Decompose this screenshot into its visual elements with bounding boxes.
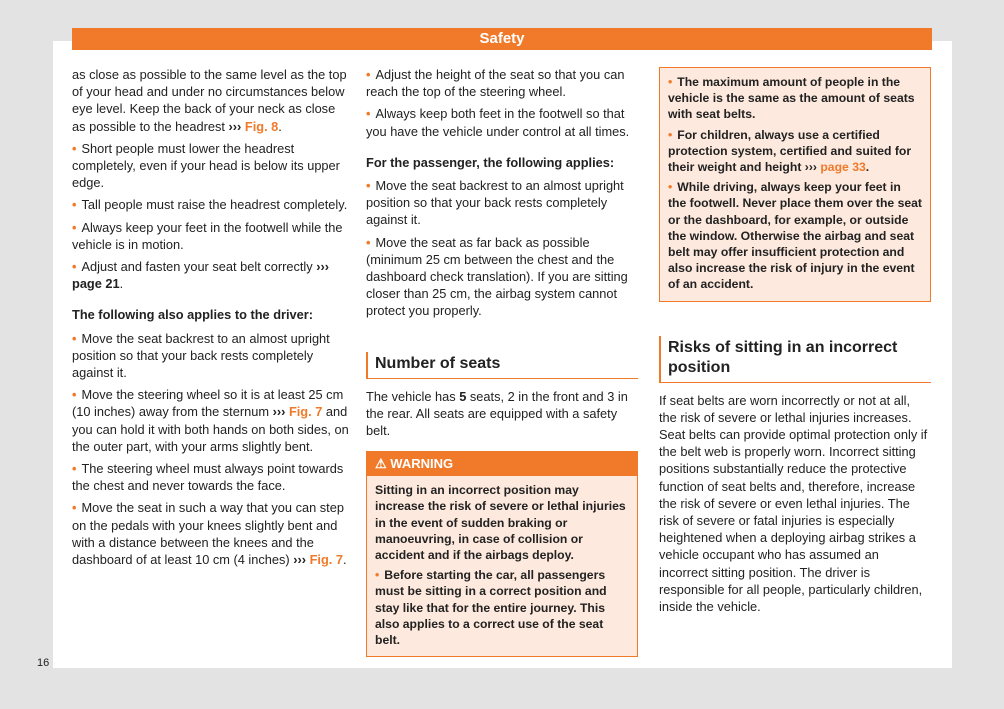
list-item: • Move the steering wheel so it is at least 25 cm (10 inches) away from the sternum ››› Fig. 7 and you can hold it with both hands on both sides, on the outer part, with your arms slightly bent.: [72, 386, 350, 455]
list-item: • Adjust and fasten your seat belt correctly ››› page 21.: [72, 258, 350, 292]
list-item: • Move the seat in such a way that you can step on the pedals with your knees slightly bent and with a distance between the knees and the dashboard of at least 10 cm (4 inches) ››› Fig. 7.: [72, 499, 350, 568]
subheading: For the passenger, the following applies:: [366, 154, 615, 170]
chevron-right-icon: ›››: [228, 118, 242, 134]
warning-box: [366, 451, 638, 657]
chevron-right-icon: ›››: [293, 552, 307, 568]
section-title-number-of-seats: Number of seats: [366, 352, 638, 379]
chevron-right-icon: ›››: [316, 259, 330, 275]
list-item: • Adjust the height of the seat so that you can reach the top of the steering wheel.: [366, 66, 638, 100]
list-item: • For children, always use a certified protection system, certified and suited for their weight and height ››› page 33.: [668, 127, 922, 176]
column-middle: [366, 66, 638, 657]
column-right: [659, 66, 931, 620]
paragraph: as close as possible to the same level as the top of your head and under no circumstances below eye level. Keep the back of your neck as close as possible to the headrest ››› Fig. 8.: [72, 67, 347, 134]
warning-text: Sitting in an incorrect position may increase the risk of severe or lethal injuries in the event of sudden braking or manoeuvring, in case of collision or accident and if the airbags deploy.: [375, 483, 626, 563]
chevron-right-icon: ›››: [272, 404, 286, 420]
list-item: • While driving, always keep your feet in the footwell. Never place them over the seat or the dashboard, for example, or outside the window. Otherwise the airbag and seat belt may offer insufficient protection and also increase the risk of injury in the event of an accident.: [668, 179, 922, 292]
page-number: 16: [37, 657, 50, 669]
list-item: • Always keep both feet in the footwell so that you have the vehicle under control at all times.: [366, 105, 638, 139]
paragraph: The vehicle has 5 seats, 2 in the front and 3 in the rear. All seats are equipped with a safety belt.: [366, 388, 628, 439]
warning-header: ⚠ WARNING: [367, 452, 637, 476]
page-33-link[interactable]: page 33: [820, 160, 866, 175]
header-title: Safety: [479, 30, 525, 47]
fig-7-link[interactable]: Fig. 7: [288, 404, 323, 420]
header-bar: [72, 28, 932, 50]
list-item: • Move the seat backrest to an almost upright position so that your back rests completely against it.: [366, 177, 638, 229]
list-item: • The steering wheel must always point towards the chest and never towards the face.: [72, 460, 350, 494]
fig-7-link[interactable]: Fig. 7: [309, 552, 344, 568]
column-left: [72, 66, 350, 573]
list-item: • Short people must lower the headrest completely, even if your head is below its upper edge.: [72, 140, 350, 192]
list-item: • Before starting the car, all passengers must be sitting in a correct position and stay like that for the entire journey. This also applies to a correct use of the seat belt.: [375, 567, 629, 648]
warning-box-continued: [659, 67, 931, 302]
chevron-right-icon: ›››: [804, 160, 817, 175]
page-21-link[interactable]: page 21: [72, 276, 120, 292]
warning-triangle-icon: ⚠: [375, 456, 387, 472]
list-item: • Move the seat as far back as possible (minimum 25 cm between the chest and the dashboard check translation). If you are sitting closer than 25 cm, the airbag system cannot protect you properly.: [366, 234, 638, 320]
section-title-risks: Risks of sitting in an incorrect position: [659, 336, 931, 383]
list-item: • Move the seat backrest to an almost upright position so that your back rests completely against it.: [72, 330, 350, 382]
paragraph: If seat belts are worn incorrectly or not at all, the risk of severe or lethal injuries increases. Seat belts can provide optimal protection only if the belt web is properly worn. Incorrect sitting positions substantially reduce the protective function of seat belts and, therefore, increase the risk of severe or even lethal injuries. The risk of severe or fatal injuries is especially heightened when a deploying airbag strikes a vehicle occupant who has assumed an incorrect sitting position. The driver is responsible for all people, particularly children, inside the vehicle.: [659, 392, 928, 615]
list-item: • Tall people must raise the headrest completely.: [72, 196, 350, 213]
list-item: • Always keep your feet in the footwell while the vehicle is in motion.: [72, 219, 350, 253]
subheading: The following also applies to the driver:: [72, 307, 314, 323]
fig-8-link[interactable]: Fig. 8: [244, 118, 279, 134]
list-item: • The maximum amount of people in the vehicle is the same as the amount of seats with seat belts.: [668, 74, 922, 123]
